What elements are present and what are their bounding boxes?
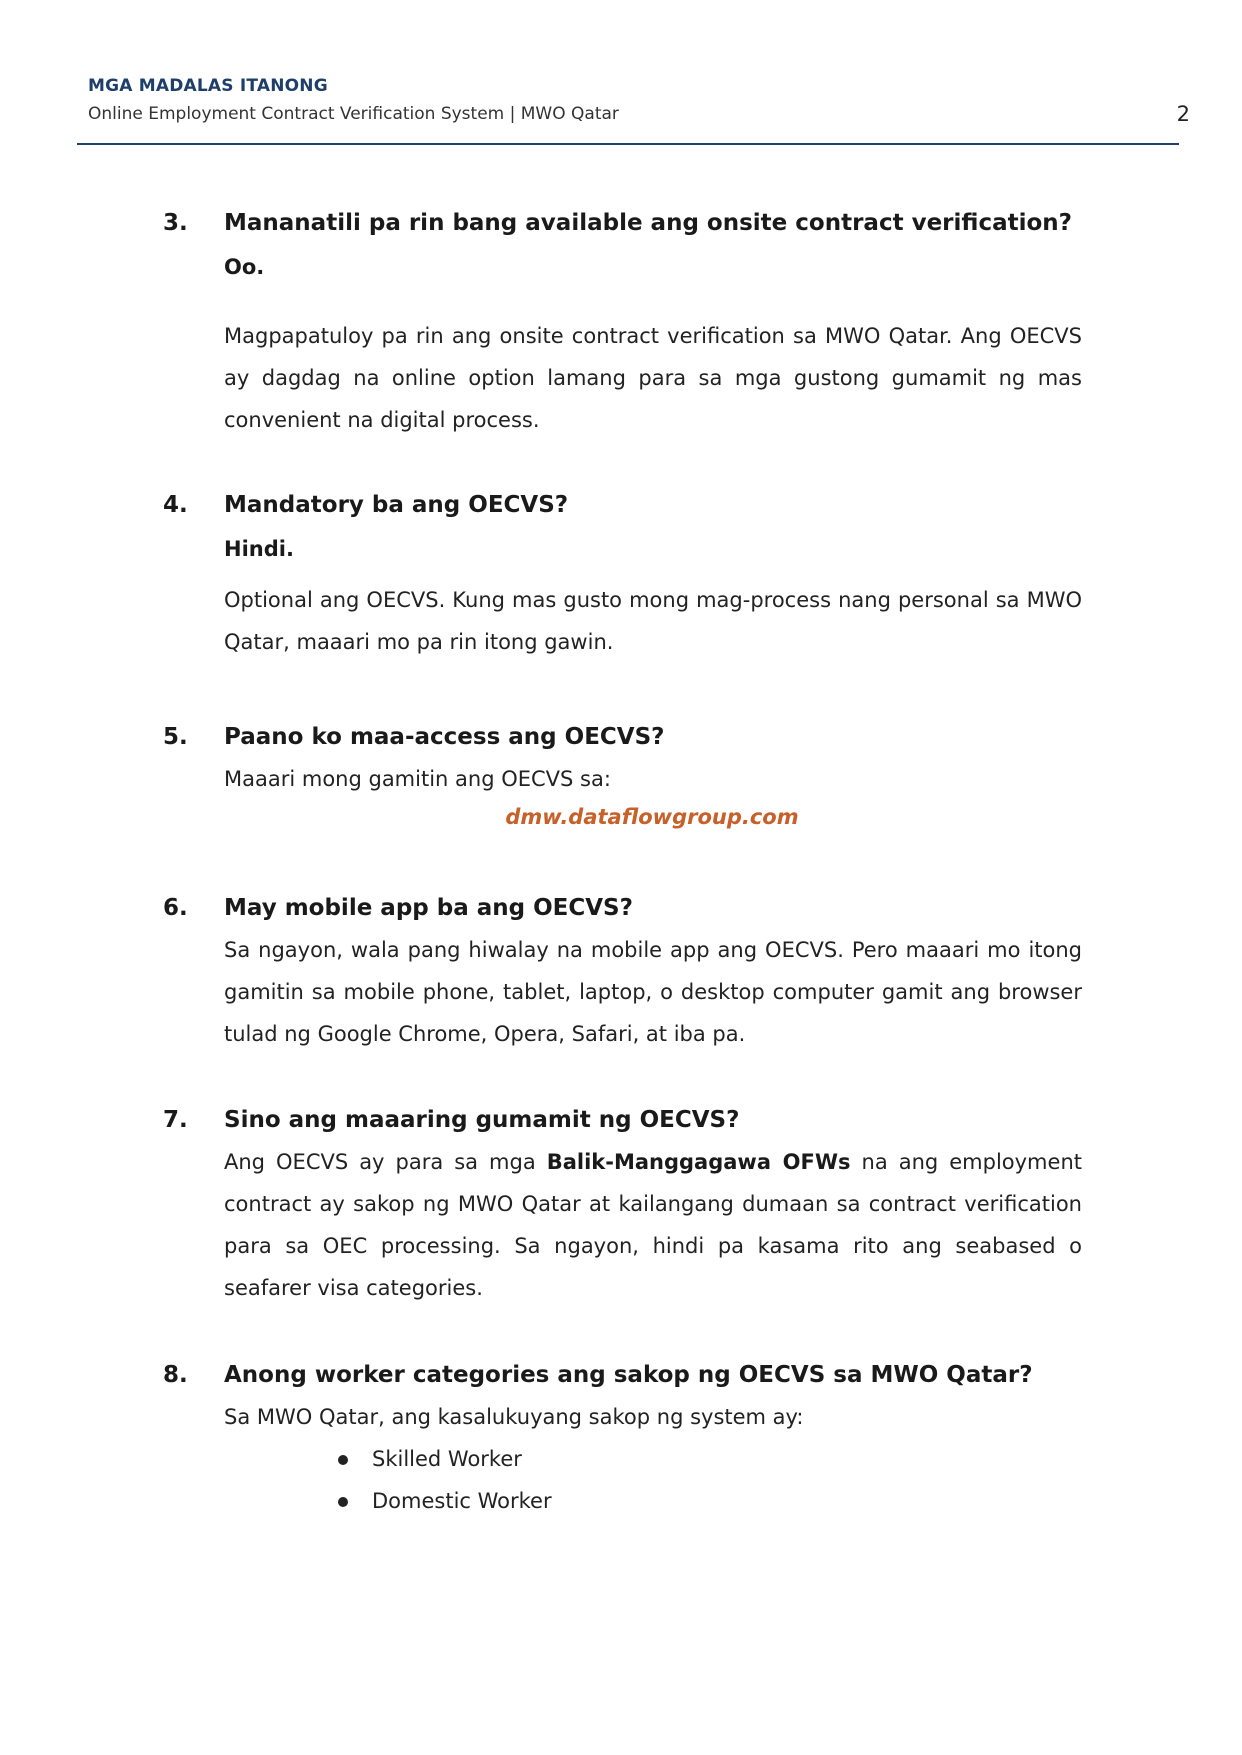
list-item-label: Domestic Worker bbox=[372, 1489, 552, 1513]
faq-number: 4. bbox=[163, 492, 188, 518]
page-number: 2 bbox=[1176, 102, 1190, 126]
faq-answer: Sa ngayon, wala pang hiwalay na mobile app ang OECVS. Pero maaari mo itong gamitin sa mobile phone, tablet, laptop, o desktop computer gamit ang browser tulad ng Google Chrome, Opera, Safari, at iba pa. bbox=[224, 938, 1082, 1046]
faq-short-answer: Oo. bbox=[224, 255, 265, 279]
bullet-icon bbox=[338, 1497, 348, 1507]
header-subtitle: Online Employment Contract Verification System | MWO Qatar bbox=[88, 104, 619, 124]
faq-question: Sino ang maaaring gumamit ng OECVS? bbox=[224, 1107, 740, 1133]
faq-number: 3. bbox=[163, 210, 188, 236]
faq-answer bbox=[224, 1141, 1082, 1309]
faq-answer: Optional ang OECVS. Kung mas gusto mong mag-process nang personal sa MWO Qatar, maaari mo pa rin itong gawin. bbox=[224, 588, 1082, 654]
faq-question: Mandatory ba ang OECVS? bbox=[224, 492, 569, 518]
bullet-icon bbox=[338, 1455, 348, 1465]
faq-answer-text: na ang employment contract ay sakop ng MWO Qatar at kailangang dumaan sa contract verification para sa OEC processing. Sa ngayon, hindi pa kasama rito ang seabased o seafarer visa categories. bbox=[224, 1150, 1082, 1300]
worker-category-list bbox=[334, 1438, 552, 1522]
faq-number: 6. bbox=[163, 895, 188, 921]
faq-question: Paano ko maa-access ang OECVS? bbox=[224, 724, 665, 750]
list-item bbox=[334, 1438, 552, 1480]
faq-answer: Sa MWO Qatar, ang kasalukuyang sakop ng system ay: bbox=[224, 1405, 804, 1429]
oecvs-website-link[interactable]: dmw.dataflowgroup.com bbox=[505, 805, 799, 829]
faq-answer-text: Ang OECVS ay para sa mga bbox=[224, 1150, 547, 1174]
page-header bbox=[88, 74, 1184, 126]
faq-question: May mobile app ba ang OECVS? bbox=[224, 895, 633, 921]
faq-number: 8. bbox=[163, 1362, 188, 1388]
faq-answer: Maaari mong gamitin ang OECVS sa: bbox=[224, 767, 611, 791]
faq-number: 7. bbox=[163, 1107, 188, 1133]
header-title: MGA MADALAS ITANONG bbox=[88, 76, 328, 96]
list-item bbox=[334, 1480, 552, 1522]
faq-number: 5. bbox=[163, 724, 188, 750]
faq-answer: Magpapatuloy pa rin ang onsite contract verification sa MWO Qatar. Ang OECVS ay dagdag na online option lamang para sa mga gustong gumamit ng mas convenient na digital process. bbox=[224, 324, 1082, 432]
faq-answer-emphasis: Balik-Manggagawa OFWs bbox=[546, 1150, 851, 1174]
faq-question: Mananatili pa rin bang available ang onsite contract verification? bbox=[224, 210, 1072, 236]
faq-question: Anong worker categories ang sakop ng OECVS sa MWO Qatar? bbox=[224, 1362, 1033, 1388]
header-divider bbox=[77, 143, 1179, 145]
faq-short-answer: Hindi. bbox=[224, 537, 294, 561]
list-item-label: Skilled Worker bbox=[372, 1447, 522, 1471]
